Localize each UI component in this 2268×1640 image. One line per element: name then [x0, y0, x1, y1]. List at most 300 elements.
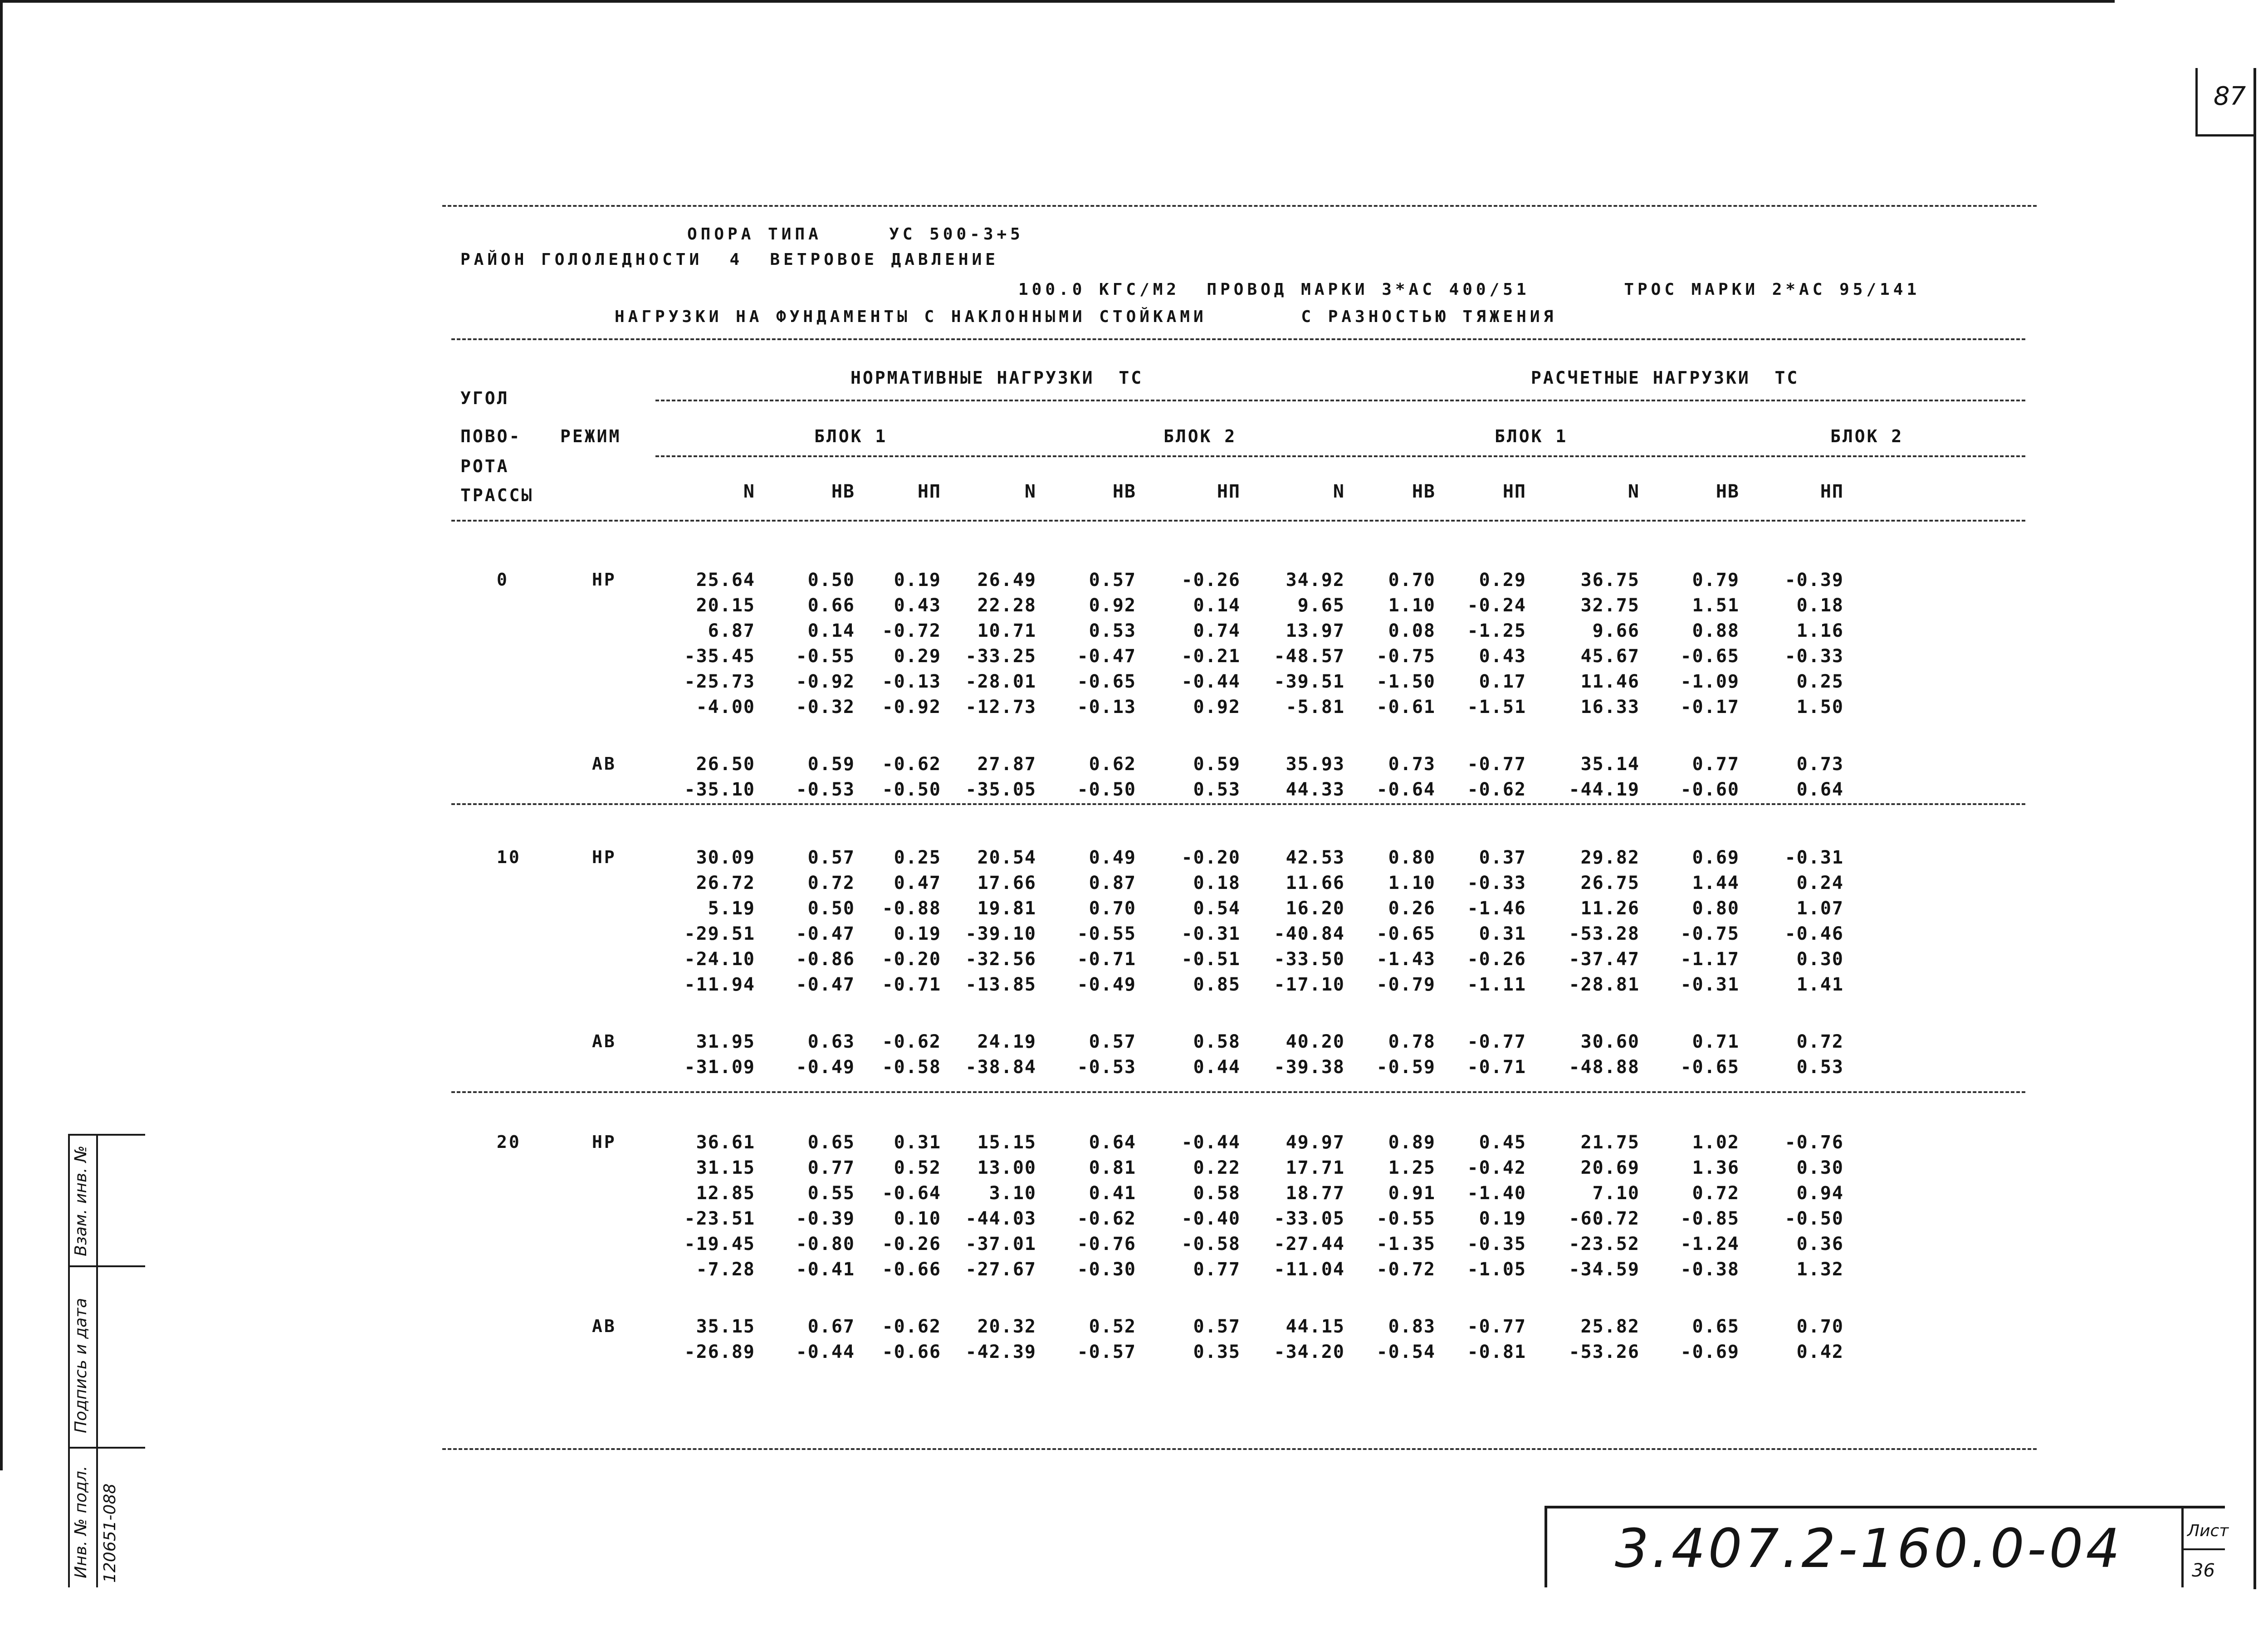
table-cell: -0.76: [1077, 1234, 1136, 1254]
table-cell: -0.77: [1467, 1031, 1526, 1052]
table-cell: -27.44: [1274, 1234, 1345, 1254]
table-cell: -1.43: [1376, 949, 1436, 970]
table-cell: -38.84: [965, 1057, 1036, 1078]
table-cell: 0.92: [1193, 697, 1241, 718]
table-cell: 0.71: [1692, 1031, 1740, 1052]
table-cell: 36.61: [696, 1132, 755, 1153]
table-cell: 10.71: [977, 620, 1036, 641]
table-cell: -0.72: [882, 620, 941, 641]
angle-value: 10: [497, 847, 521, 867]
table-cell: -0.80: [796, 1234, 855, 1254]
table-cell: 25.82: [1580, 1316, 1640, 1337]
table-cell: -5.81: [1286, 697, 1345, 718]
mode-label: НР: [592, 570, 616, 590]
table-cell: -0.47: [1077, 646, 1136, 667]
table-cell: 0.53: [1193, 779, 1241, 800]
table-cell: 15.15: [977, 1132, 1036, 1153]
table-cell: 44.15: [1286, 1316, 1345, 1337]
table-cell: -0.44: [1181, 1132, 1241, 1153]
table-cell: 13.00: [977, 1157, 1036, 1178]
table-cell: 1.25: [1388, 1157, 1436, 1178]
table-cell: 32.75: [1580, 595, 1640, 616]
table-cell: 0.08: [1388, 620, 1436, 641]
table-cell: 0.50: [807, 570, 855, 591]
sub-header-cell: НВ: [1716, 481, 1740, 502]
table-cell: 21.75: [1580, 1132, 1640, 1153]
table-cell: -35.10: [684, 779, 755, 800]
table-cell: -0.17: [1680, 697, 1740, 718]
table-cell: -0.92: [796, 671, 855, 692]
table-cell: 0.65: [807, 1132, 855, 1153]
table-cell: 0.31: [1479, 923, 1526, 944]
table-cell: -0.55: [796, 646, 855, 667]
table-cell: -12.73: [965, 697, 1036, 718]
table-cell: 9.65: [1297, 595, 1345, 616]
col-angle-line4: ТРАССЫ: [460, 485, 534, 505]
table-cell: 16.20: [1286, 898, 1345, 919]
table-cell: 49.97: [1286, 1132, 1345, 1153]
table-cell: -39.51: [1274, 671, 1345, 692]
table-cell: 1.50: [1796, 697, 1844, 718]
table-cell: -0.26: [1181, 570, 1241, 591]
table-cell: -0.62: [1467, 779, 1526, 800]
table-cell: 0.18: [1193, 873, 1241, 893]
frame-top-right-bottom: [2195, 134, 2256, 137]
table-cell: -0.53: [1077, 1057, 1136, 1078]
table-cell: -0.77: [1467, 754, 1526, 775]
table-cell: 0.43: [894, 595, 941, 616]
table-cell: -1.25: [1467, 620, 1526, 641]
table-cell: 1.41: [1796, 974, 1844, 995]
table-cell: 20.32: [977, 1316, 1036, 1337]
table-cell: -0.33: [1784, 646, 1844, 667]
table-cell: 0.64: [1089, 1132, 1136, 1153]
table-cell: 25.64: [696, 570, 755, 591]
col-angle-line3: РОТА: [460, 456, 509, 476]
table-cell: -1.09: [1680, 671, 1740, 692]
table-cell: -0.13: [882, 671, 941, 692]
table-cell: 0.57: [1089, 570, 1136, 591]
table-cell: -1.24: [1680, 1234, 1740, 1254]
table-cell: -0.58: [882, 1057, 941, 1078]
table-cell: 0.87: [1089, 873, 1136, 893]
header-support-type: ОПОРА ТИПА УС 500-3+5: [687, 225, 1024, 244]
table-cell: -0.49: [1077, 974, 1136, 995]
table-cell: 0.70: [1089, 898, 1136, 919]
table-cell: -1.17: [1680, 949, 1740, 970]
table-cell: 0.77: [1692, 754, 1740, 775]
table-cell: 20.54: [977, 847, 1036, 868]
table-cell: -29.51: [684, 923, 755, 944]
table-cell: 0.10: [894, 1208, 941, 1229]
table-cell: 0.81: [1089, 1157, 1136, 1178]
table-cell: 42.53: [1286, 847, 1345, 868]
table-cell: 45.67: [1580, 646, 1640, 667]
table-cell: 19.81: [977, 898, 1036, 919]
table-cell: -34.20: [1274, 1342, 1345, 1362]
header-ice-region: РАЙОН ГОЛОЛЕДНОСТИ 4 ВЕТРОВОЕ ДАВЛЕНИЕ: [460, 250, 999, 269]
table-cell: 0.29: [894, 646, 941, 667]
table-cell: 26.50: [696, 754, 755, 775]
table-cell: 0.57: [1089, 1031, 1136, 1052]
sub-header-cell: N: [1333, 481, 1345, 502]
table-cell: 0.88: [1692, 620, 1740, 641]
table-cell: -1.46: [1467, 898, 1526, 919]
table-cell: -13.85: [965, 974, 1036, 995]
table-cell: -0.85: [1680, 1208, 1740, 1229]
table-cell: -0.30: [1077, 1259, 1136, 1280]
sheet-label: Лист: [2187, 1522, 2229, 1540]
table-cell: -19.45: [684, 1234, 755, 1254]
table-cell: -39.10: [965, 923, 1036, 944]
table-cell: 0.42: [1796, 1342, 1844, 1362]
table-cell: -0.86: [796, 949, 855, 970]
table-cell: 0.47: [894, 873, 941, 893]
table-cell: 0.35: [1193, 1342, 1241, 1362]
table-cell: 11.26: [1580, 898, 1640, 919]
col-mode-header: РЕЖИМ: [560, 426, 621, 446]
table-cell: 0.57: [807, 847, 855, 868]
table-cell: 0.26: [1388, 898, 1436, 919]
table-cell: 0.58: [1193, 1183, 1241, 1204]
table-cell: 26.49: [977, 570, 1036, 591]
table-cell: -39.38: [1274, 1057, 1345, 1078]
table-cell: 0.31: [894, 1132, 941, 1153]
table-cell: 0.45: [1479, 1132, 1526, 1153]
table-cell: 0.36: [1796, 1234, 1844, 1254]
table-cell: 26.72: [696, 873, 755, 893]
sub-header-cell: НП: [1502, 481, 1526, 502]
strip-field-replace-inv: Взам. инв. №: [72, 1145, 90, 1256]
table-cell: 0.55: [807, 1183, 855, 1204]
table-cell: 0.18: [1796, 595, 1844, 616]
table-cell: -0.71: [882, 974, 941, 995]
table-cell: 0.25: [1796, 671, 1844, 692]
table-cell: -0.40: [1181, 1208, 1241, 1229]
table-cell: -0.75: [1376, 646, 1436, 667]
frame-right-border: [2253, 68, 2256, 1589]
table-cell: 11.66: [1286, 873, 1345, 893]
sub-header-cell: N: [1024, 481, 1036, 502]
group-design-header: РАСЧЕТНЫЕ НАГРУЗКИ ТС: [1531, 368, 1799, 388]
table-cell: 0.54: [1193, 898, 1241, 919]
table-cell: -0.64: [1376, 779, 1436, 800]
table-cell: 0.59: [807, 754, 855, 775]
table-cell: 0.30: [1796, 1157, 1844, 1178]
table-cell: -1.51: [1467, 697, 1526, 718]
table-cell: -0.64: [882, 1183, 941, 1204]
table-cell: -24.10: [684, 949, 755, 970]
table-cell: 0.77: [807, 1157, 855, 1178]
table-cell: -31.09: [684, 1057, 755, 1078]
table-cell: 0.25: [894, 847, 941, 868]
table-cell: -0.39: [796, 1208, 855, 1229]
table-cell: -0.65: [1680, 646, 1740, 667]
mode-label: АВ: [592, 754, 616, 774]
table-cell: -1.11: [1467, 974, 1526, 995]
table-cell: 34.92: [1286, 570, 1345, 591]
table-cell: 0.83: [1388, 1316, 1436, 1337]
header-wire-cable: 100.0 КГС/М2 ПРОВОД МАРКИ 3*АС 400/51 ТРОС МАРКИ 2*АС 95/141: [1018, 280, 1921, 299]
table-cell: 0.57: [1193, 1316, 1241, 1337]
table-cell: -26.89: [684, 1342, 755, 1362]
table-cell: 0.19: [1479, 1208, 1526, 1229]
table-cell: 13.97: [1286, 620, 1345, 641]
table-cell: 1.32: [1796, 1259, 1844, 1280]
sub-header-cell: НВ: [831, 481, 855, 502]
table-cell: -1.35: [1376, 1234, 1436, 1254]
normative-block-2: БЛОК 2: [1163, 426, 1237, 446]
table-cell: 30.09: [696, 847, 755, 868]
col-angle-line1: УГОЛ: [460, 388, 509, 408]
table-cell: -0.26: [1467, 949, 1526, 970]
table-cell: 20.15: [696, 595, 755, 616]
table-cell: -0.62: [882, 754, 941, 775]
table-cell: -0.55: [1077, 923, 1136, 944]
sub-header-cell: НП: [1217, 481, 1241, 502]
table-cell: 0.66: [807, 595, 855, 616]
table-cell: -0.54: [1376, 1342, 1436, 1362]
table-cell: -25.73: [684, 671, 755, 692]
table-cell: -23.51: [684, 1208, 755, 1229]
table-cell: -0.38: [1680, 1259, 1740, 1280]
table-cell: -0.31: [1784, 847, 1844, 868]
sub-header-cell: N: [1628, 481, 1640, 502]
table-cell: 11.46: [1580, 671, 1640, 692]
table-cell: 0.19: [894, 923, 941, 944]
table-cell: 17.66: [977, 873, 1036, 893]
table-cell: -0.79: [1376, 974, 1436, 995]
table-cell: -0.31: [1680, 974, 1740, 995]
table-cell: -27.67: [965, 1259, 1036, 1280]
table-cell: 0.70: [1796, 1316, 1844, 1337]
group-normative-header: НОРМАТИВНЫЕ НАГРУЗКИ ТС: [850, 368, 1144, 388]
frame-top-right-divider: [2195, 68, 2198, 136]
mode-label: АВ: [592, 1031, 616, 1051]
table-cell: 36.75: [1580, 570, 1640, 591]
table-cell: -0.49: [796, 1057, 855, 1078]
table-cell: -0.58: [1181, 1234, 1241, 1254]
table-cell: 1.02: [1692, 1132, 1740, 1153]
table-cell: -0.51: [1181, 949, 1241, 970]
table-cell: -37.01: [965, 1234, 1036, 1254]
table-cell: -0.35: [1467, 1234, 1526, 1254]
table-cell: 0.73: [1388, 754, 1436, 775]
table-cell: 0.85: [1193, 974, 1241, 995]
table-cell: 35.93: [1286, 754, 1345, 775]
table-cell: -42.39: [965, 1342, 1036, 1362]
table-cell: 0.14: [1193, 595, 1241, 616]
table-cell: 9.66: [1592, 620, 1640, 641]
design-block-2: БЛОК 2: [1830, 426, 1904, 446]
table-cell: -17.10: [1274, 974, 1345, 995]
table-cell: 5.19: [708, 898, 755, 919]
table-cell: 31.95: [696, 1031, 755, 1052]
table-cell: -0.69: [1680, 1342, 1740, 1362]
table-cell: 0.41: [1089, 1183, 1136, 1204]
mode-label: НР: [592, 1132, 616, 1152]
table-cell: 0.50: [807, 898, 855, 919]
computer-printout: [442, 205, 2037, 1450]
table-cell: -28.81: [1569, 974, 1640, 995]
table-cell: 1.16: [1796, 620, 1844, 641]
table-cell: -0.61: [1376, 697, 1436, 718]
table-cell: -0.47: [796, 923, 855, 944]
table-cell: -0.76: [1784, 1132, 1844, 1153]
page-number: 87: [2214, 82, 2246, 111]
table-cell: 0.74: [1193, 620, 1241, 641]
left-stamp-strip: [68, 1134, 145, 1587]
table-cell: -0.50: [882, 779, 941, 800]
table-cell: 35.14: [1580, 754, 1640, 775]
strip-field-signature-date: Подпись и дата: [72, 1298, 90, 1433]
table-cell: 26.75: [1580, 873, 1640, 893]
table-cell: -33.05: [1274, 1208, 1345, 1229]
table-cell: 0.89: [1388, 1132, 1436, 1153]
table-cell: 0.94: [1796, 1183, 1844, 1204]
table-cell: 0.80: [1388, 847, 1436, 868]
table-cell: -0.88: [882, 898, 941, 919]
table-cell: 0.69: [1692, 847, 1740, 868]
table-cell: -7.28: [696, 1259, 755, 1280]
table-cell: 0.53: [1796, 1057, 1844, 1078]
table-cell: -0.53: [796, 779, 855, 800]
table-cell: 1.44: [1692, 873, 1740, 893]
table-cell: 0.64: [1796, 779, 1844, 800]
table-cell: -0.65: [1376, 923, 1436, 944]
table-cell: 1.07: [1796, 898, 1844, 919]
table-cell: -0.13: [1077, 697, 1136, 718]
document-code: 3.407.2-160.0-04: [1615, 1517, 2123, 1580]
table-cell: -11.04: [1274, 1259, 1345, 1280]
table-cell: -40.84: [1274, 923, 1345, 944]
table-cell: 18.77: [1286, 1183, 1345, 1204]
table-cell: 0.59: [1193, 754, 1241, 775]
table-cell: -1.40: [1467, 1183, 1526, 1204]
table-cell: -0.31: [1181, 923, 1241, 944]
strip-field-inv-number: Инв. № подл.: [72, 1465, 90, 1578]
normative-block-1: БЛОК 1: [814, 426, 888, 446]
table-cell: -0.59: [1376, 1057, 1436, 1078]
table-cell: -33.50: [1274, 949, 1345, 970]
table-cell: -0.20: [1181, 847, 1241, 868]
table-cell: -53.26: [1569, 1342, 1640, 1362]
design-block-1: БЛОК 1: [1495, 426, 1568, 446]
table-cell: 17.71: [1286, 1157, 1345, 1178]
table-cell: 0.91: [1388, 1183, 1436, 1204]
table-cell: -0.62: [1077, 1208, 1136, 1229]
table-cell: 1.51: [1692, 595, 1740, 616]
table-cell: 1.10: [1388, 873, 1436, 893]
table-cell: 0.37: [1479, 847, 1526, 868]
table-cell: -0.65: [1077, 671, 1136, 692]
table-cell: -0.62: [882, 1031, 941, 1052]
table-cell: -53.28: [1569, 923, 1640, 944]
table-cell: 30.60: [1580, 1031, 1640, 1052]
table-cell: 0.58: [1193, 1031, 1241, 1052]
table-cell: 12.85: [696, 1183, 755, 1204]
table-cell: -34.59: [1569, 1259, 1640, 1280]
table-cell: 16.33: [1580, 697, 1640, 718]
table-cell: -0.32: [796, 697, 855, 718]
table-cell: -0.60: [1680, 779, 1740, 800]
table-cell: -0.21: [1181, 646, 1241, 667]
table-cell: 3.10: [989, 1183, 1036, 1204]
table-cell: -0.44: [1181, 671, 1241, 692]
table-cell: 0.24: [1796, 873, 1844, 893]
table-cell: 27.87: [977, 754, 1036, 775]
table-cell: -0.81: [1467, 1342, 1526, 1362]
table-cell: 0.72: [807, 873, 855, 893]
table-cell: -0.26: [882, 1234, 941, 1254]
table-cell: -48.57: [1274, 646, 1345, 667]
table-cell: 7.10: [1592, 1183, 1640, 1204]
table-cell: 0.63: [807, 1031, 855, 1052]
table-cell: 0.73: [1796, 754, 1844, 775]
table-cell: -0.41: [796, 1259, 855, 1280]
table-cell: 1.10: [1388, 595, 1436, 616]
table-cell: -0.33: [1467, 873, 1526, 893]
table-cell: -23.52: [1569, 1234, 1640, 1254]
table-cell: -0.57: [1077, 1342, 1136, 1362]
table-cell: 0.65: [1692, 1316, 1740, 1337]
table-cell: 0.17: [1479, 671, 1526, 692]
table-cell: 0.19: [894, 570, 941, 591]
table-cell: -0.46: [1784, 923, 1844, 944]
table-cell: -1.50: [1376, 671, 1436, 692]
angle-value: 0: [497, 570, 509, 590]
table-cell: 44.33: [1286, 779, 1345, 800]
table-cell: -32.56: [965, 949, 1036, 970]
table-cell: 0.43: [1479, 646, 1526, 667]
table-cell: -0.47: [796, 974, 855, 995]
table-cell: -4.00: [696, 697, 755, 718]
table-cell: 0.22: [1193, 1157, 1241, 1178]
table-cell: 40.20: [1286, 1031, 1345, 1052]
table-cell: -0.77: [1467, 1316, 1526, 1337]
table-cell: 0.49: [1089, 847, 1136, 868]
table-cell: 6.87: [708, 620, 755, 641]
table-cell: -0.72: [1376, 1259, 1436, 1280]
header-load-description: НАГРУЗКИ НА ФУНДАМЕНТЫ С НАКЛОННЫМИ СТОЙКАМИ С РАЗНОСТЬЮ ТЯЖЕНИЯ: [615, 308, 1557, 326]
table-cell: 0.62: [1089, 754, 1136, 775]
table-cell: 0.53: [1089, 620, 1136, 641]
table-cell: 24.19: [977, 1031, 1036, 1052]
table-cell: 0.92: [1089, 595, 1136, 616]
table-cell: 0.72: [1692, 1183, 1740, 1204]
table-cell: 0.78: [1388, 1031, 1436, 1052]
table-cell: -0.44: [796, 1342, 855, 1362]
table-cell: -0.75: [1680, 923, 1740, 944]
table-cell: 31.15: [696, 1157, 755, 1178]
table-cell: 0.29: [1479, 570, 1526, 591]
table-cell: 0.44: [1193, 1057, 1241, 1078]
sub-header-cell: НВ: [1412, 481, 1436, 502]
table-cell: 0.77: [1193, 1259, 1241, 1280]
sub-header-cell: НВ: [1112, 481, 1136, 502]
mode-label: АВ: [592, 1316, 616, 1336]
table-cell: -0.66: [882, 1342, 941, 1362]
table-cell: -0.62: [882, 1316, 941, 1337]
table-cell: -0.55: [1376, 1208, 1436, 1229]
table-cell: 1.36: [1692, 1157, 1740, 1178]
table-cell: -33.25: [965, 646, 1036, 667]
table-cell: 0.52: [894, 1157, 941, 1178]
table-cell: -37.47: [1569, 949, 1640, 970]
table-cell: -44.19: [1569, 779, 1640, 800]
col-angle-line2: ПОВО-: [460, 426, 522, 446]
table-cell: -0.50: [1077, 779, 1136, 800]
